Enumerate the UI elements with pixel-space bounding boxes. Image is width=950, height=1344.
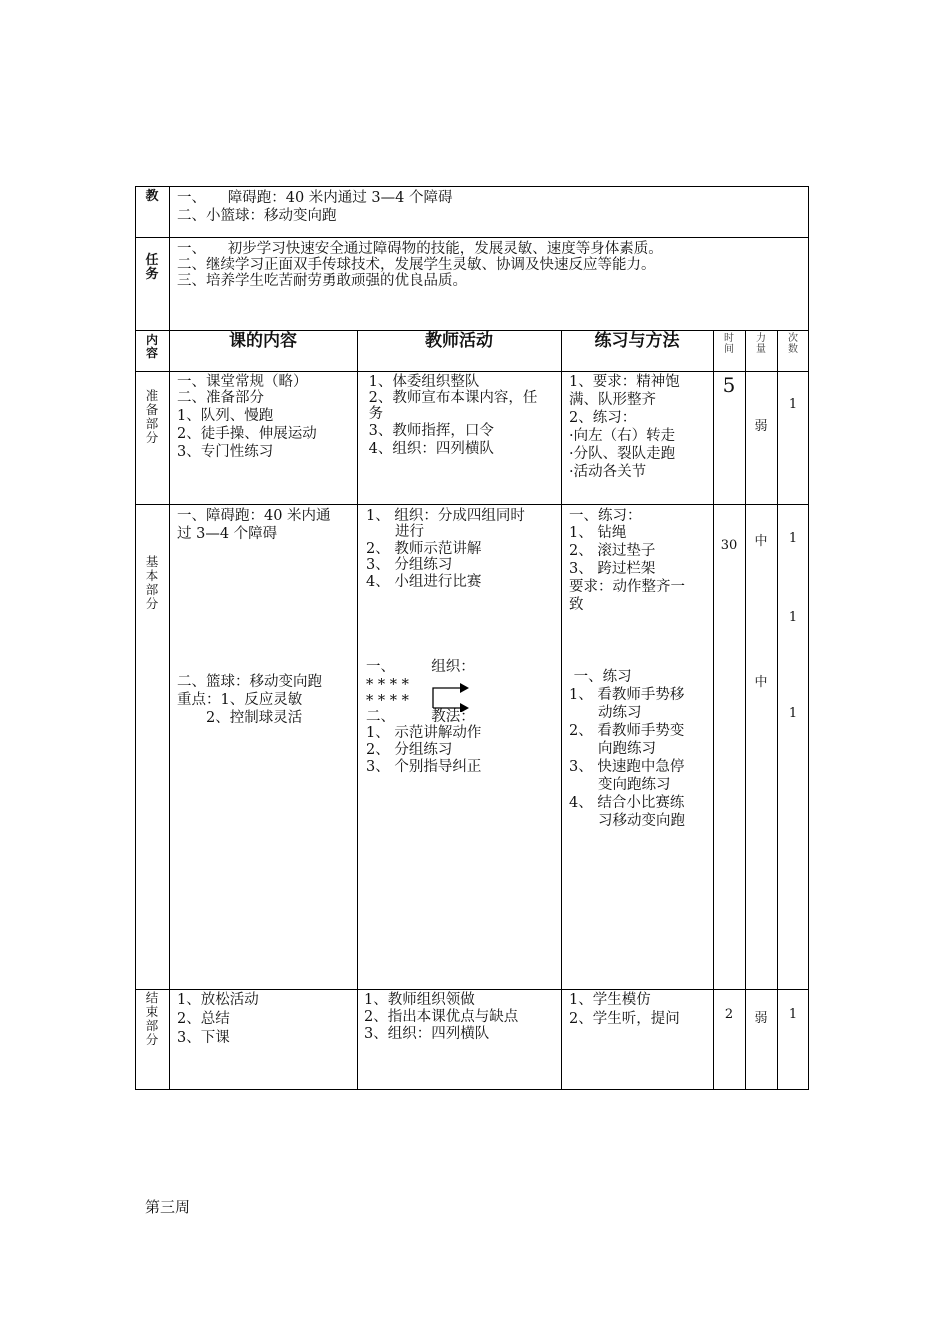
basic-practice-1b: 1、 钻绳	[569, 525, 627, 541]
prep-teacher-5: 4、组织：四列横队	[364, 441, 494, 457]
label-renwu-1: 任	[145, 253, 159, 268]
basic-teacher-2-tail-1: 二、 教法：	[366, 709, 475, 725]
basic-teacher-2-tail-2: 1、 示范讲解动作	[366, 725, 482, 741]
prep-course-1: 一、课堂常规（略）	[177, 374, 308, 390]
formation-row-1: * * * *	[366, 677, 409, 693]
basic-course-2c: 2、控制球灵活	[177, 710, 303, 726]
prep-practice-1: 1、要求：精神饱	[569, 374, 680, 390]
label-renwu-2: 务	[145, 267, 159, 282]
basic-practice-1e: 要求：动作整齐一	[569, 579, 685, 595]
basic-teacher-2-head: 一、 组织：	[366, 659, 475, 675]
header-count-1: 次	[788, 333, 798, 344]
end-load: 弱	[754, 1011, 768, 1026]
label-end-2: 束	[145, 1004, 159, 1019]
basic-practice-1d: 3、 跨过栏架	[569, 561, 656, 577]
lesson-content-line-2: 二、小篮球：移动变向跑	[177, 208, 337, 224]
basic-teacher-2-tail-4: 3、 个别指导纠正	[366, 759, 482, 775]
prep-count: 1	[788, 397, 798, 412]
end-teacher-1: 1、教师组织领做	[364, 992, 475, 1008]
label-neirong-2: 容	[145, 346, 158, 360]
header-practice: 练习与方法	[594, 331, 680, 351]
basic-teacher-1a: 1、 组织：分成四组同时	[366, 508, 525, 524]
basic-count-3: 1	[788, 706, 798, 721]
header-course: 课的内容	[229, 331, 297, 351]
end-practice-2: 2、学生听，提问	[569, 1011, 680, 1027]
end-course-2: 2、总结	[177, 1011, 230, 1027]
label-neirong-1: 内	[145, 333, 158, 347]
basic-count-1: 1	[788, 531, 798, 546]
basic-teacher-1c: 2、 教师示范讲解	[366, 541, 482, 557]
label-end-1: 结	[145, 990, 159, 1005]
label-jiao: 教	[145, 189, 159, 204]
basic-practice-2a: 一、练习	[569, 669, 632, 685]
basic-teacher-1b: 进行	[366, 524, 424, 540]
header-time-2: 间	[724, 344, 734, 355]
lesson-content-line-1: 一、 障碍跑：40 米内通过 3—4 个障碍	[177, 190, 453, 206]
prep-teacher-3: 务	[364, 406, 384, 422]
basic-load-2: 中	[754, 675, 768, 690]
end-teacher-3: 3、组织：四列横队	[364, 1026, 490, 1042]
prep-course-5: 3、专门性练习	[177, 444, 274, 460]
basic-practice-2h: 4、 结合小比赛练	[569, 795, 685, 811]
task-line-1: 一、 初步学习快速安全通过障碍物的技能，发展灵敏、速度等身体素质。	[177, 241, 663, 257]
end-practice-1: 1、学生模仿	[569, 992, 651, 1008]
label-prep-3: 部	[145, 416, 159, 431]
basic-course-2b: 重点：1、反应灵敏	[177, 692, 303, 708]
basic-course-1b: 过 3—4 个障碍	[177, 526, 278, 542]
header-time-1: 时	[724, 333, 734, 344]
prep-teacher-4: 3、教师指挥，口令	[364, 423, 494, 439]
formation-row-2: * * * *	[366, 693, 409, 709]
prep-practice-2: 满、队形整齐	[569, 392, 656, 408]
basic-practice-1a: 一、练习：	[569, 508, 642, 524]
prep-course-2: 二、准备部分	[177, 390, 264, 406]
label-basic-3: 部	[145, 582, 159, 597]
basic-practice-1f: 致	[569, 597, 584, 613]
end-teacher-2: 2、指出本课优点与缺点	[364, 1009, 519, 1025]
basic-practice-1c: 2、 滚过垫子	[569, 543, 656, 559]
end-count: 1	[788, 1007, 798, 1022]
header-teacher: 教师活动	[425, 331, 493, 351]
prep-teacher-2: 2、教师宣布本课内容，任	[364, 390, 538, 406]
prep-time: 5	[722, 373, 736, 397]
task-line-3: 三、培养学生吃苦耐劳勇敢顽强的优良品质。	[177, 273, 467, 289]
header-count-2: 数	[788, 344, 798, 355]
footer-week: 第三周	[145, 1198, 191, 1216]
basic-practice-2i: 习移动变向跑	[569, 813, 685, 829]
basic-practice-2e: 向跑练习	[569, 741, 656, 757]
task-line-2: 二、继续学习正面双手传球技术，发展学生灵敏、协调及快速反应等能力。	[177, 257, 656, 273]
label-prep-2: 备	[145, 402, 159, 417]
basic-practice-2d: 2、 看教师手势变	[569, 723, 685, 739]
header-load-1: 力	[756, 333, 766, 344]
header-load-2: 量	[756, 344, 766, 355]
basic-practice-2f: 3、 快速跑中急停	[569, 759, 685, 775]
label-prep-1: 准	[145, 388, 159, 403]
basic-teacher-1e: 4、 小组进行比赛	[366, 574, 482, 590]
basic-practice-2g: 变向跑练习	[569, 777, 671, 793]
basic-load-1: 中	[754, 534, 768, 549]
prep-load: 弱	[754, 419, 768, 434]
prep-course-4: 2、徒手操、伸展运动	[177, 426, 317, 442]
end-time: 2	[724, 1007, 734, 1022]
prep-practice-6: ·活动各关节	[569, 464, 647, 480]
label-basic-1: 基	[145, 554, 159, 569]
label-basic-4: 分	[145, 596, 159, 611]
basic-course-2a: 二、篮球：移动变向跑	[177, 674, 322, 690]
prep-practice-5: ·分队、裂队走跑	[569, 446, 676, 462]
label-end-4: 分	[145, 1032, 159, 1047]
basic-practice-2c: 动练习	[569, 705, 642, 721]
basic-count-2: 1	[788, 610, 798, 625]
end-course-1: 1、放松活动	[177, 992, 259, 1008]
prep-course-3: 1、队列、慢跑	[177, 408, 274, 424]
prep-teacher-1: 1、体委组织整队	[364, 374, 480, 390]
label-basic-2: 本	[145, 568, 159, 583]
label-end-3: 部	[145, 1018, 159, 1033]
prep-practice-3: 2、练习：	[569, 410, 637, 426]
basic-teacher-2-tail-3: 2、 分组练习	[366, 742, 453, 758]
basic-course-1a: 一、障碍跑：40 米内通	[177, 508, 331, 524]
end-course-3: 3、下课	[177, 1030, 230, 1046]
label-prep-4: 分	[145, 430, 159, 445]
basic-teacher-1d: 3、 分组练习	[366, 557, 453, 573]
basic-time: 30	[720, 538, 738, 553]
basic-practice-2b: 1、 看教师手势移	[569, 687, 685, 703]
prep-practice-4: ·向左（右）转走	[569, 428, 676, 444]
